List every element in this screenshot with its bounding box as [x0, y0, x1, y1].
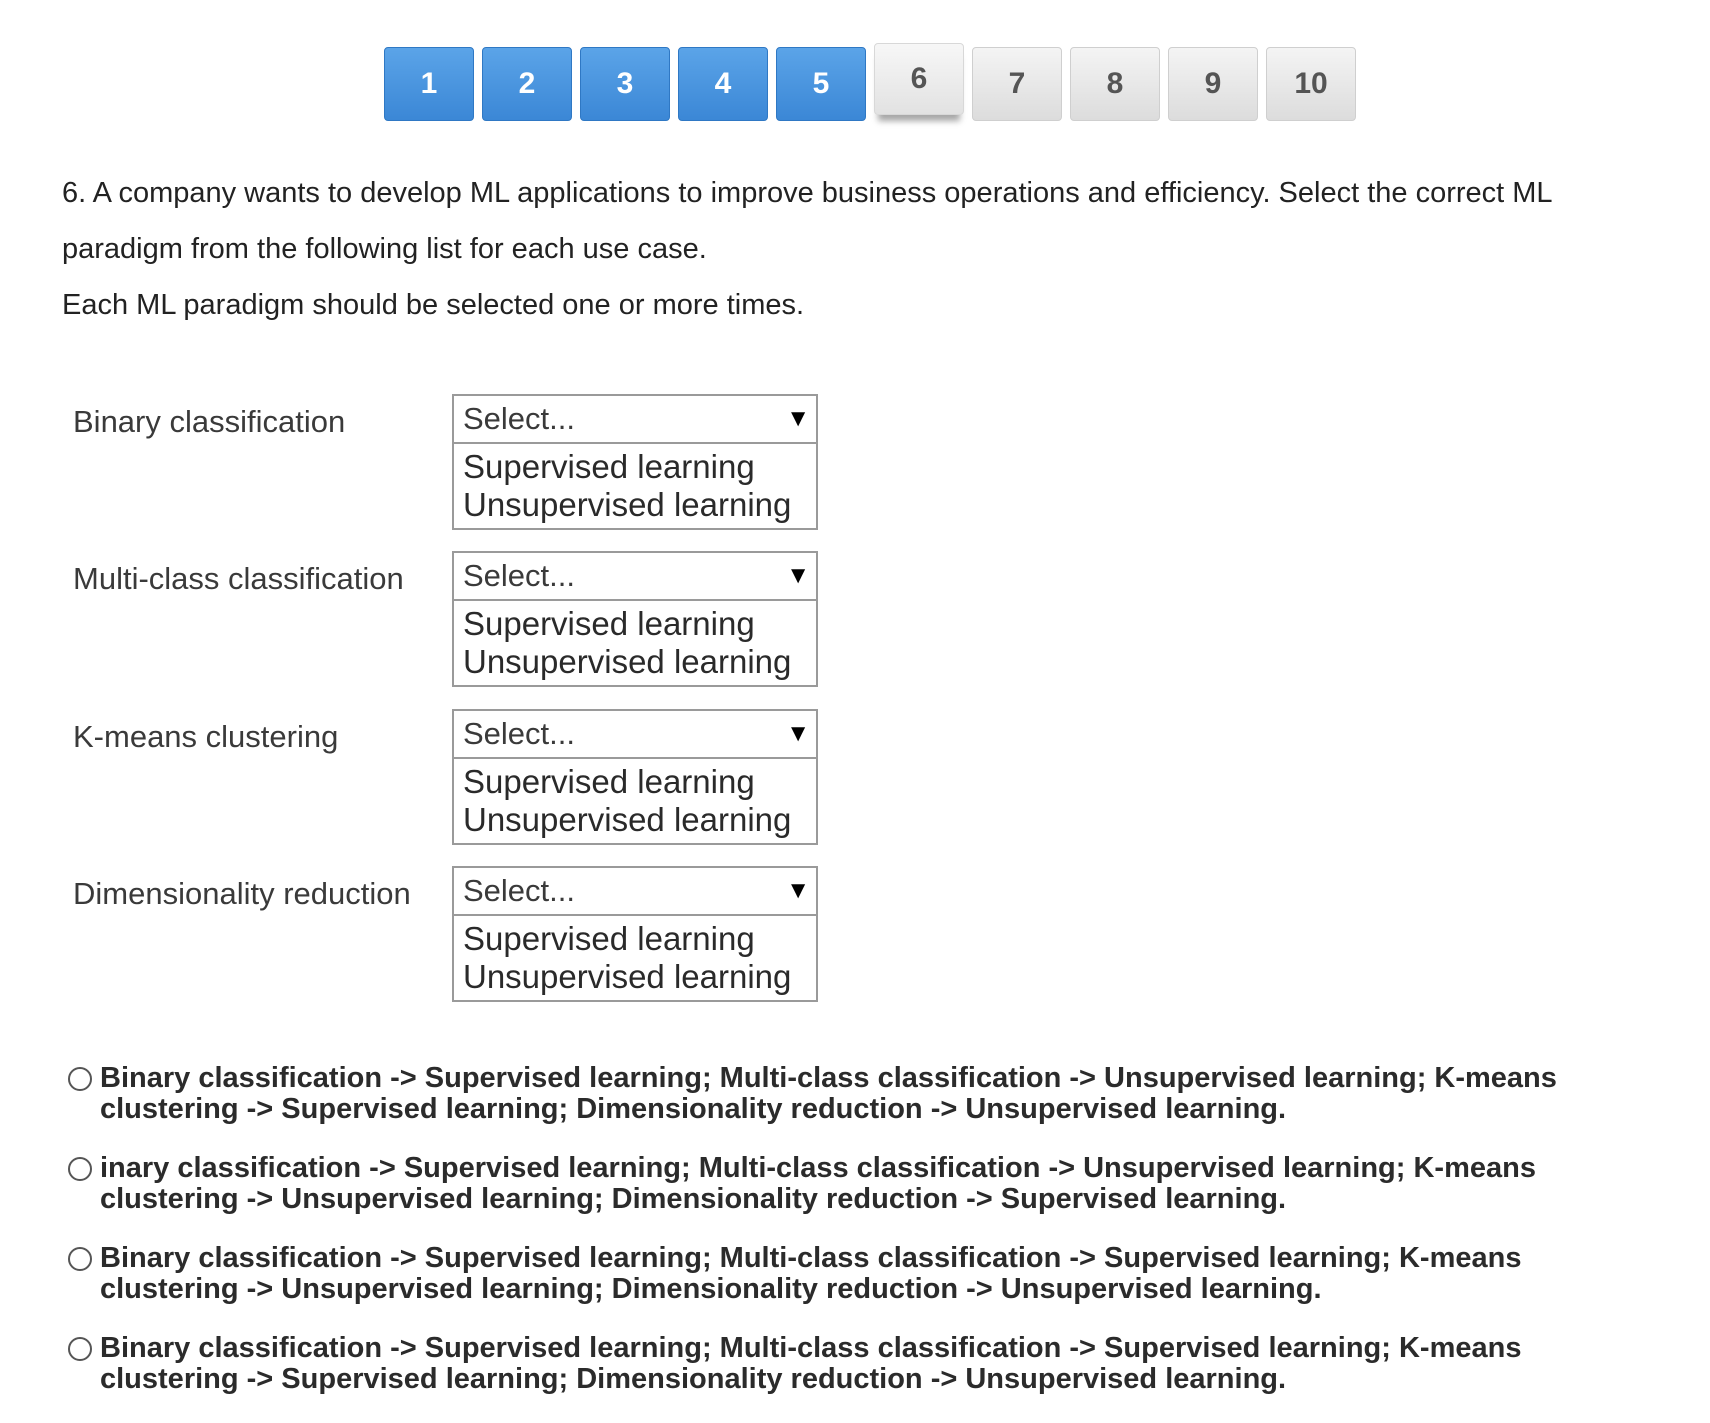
page-button-6-current[interactable]: 6: [874, 43, 964, 115]
answer-choices: [68, 1063, 1668, 1423]
paradigm-dropdown[interactable]: [452, 394, 818, 530]
page-button-3[interactable]: 3: [580, 47, 670, 121]
caret-down-icon: ▼: [786, 877, 810, 904]
use-case-label: K-means clustering: [73, 719, 339, 754]
page-button-10[interactable]: 10: [1266, 47, 1356, 121]
answer-option-b[interactable]: [68, 1153, 1668, 1215]
dropdown-selected[interactable]: [454, 396, 816, 444]
page-button-9[interactable]: 9: [1168, 47, 1258, 121]
radio-unchecked-icon[interactable]: [68, 1247, 92, 1271]
option-unsupervised[interactable]: Unsupervised learning: [463, 958, 792, 995]
option-unsupervised[interactable]: Unsupervised learning: [463, 801, 792, 838]
option-supervised[interactable]: Supervised learning: [463, 920, 755, 957]
dropdown-options: [454, 601, 816, 685]
use-case-row-binary: [62, 394, 822, 534]
dropdown-selected-text: Select...: [463, 716, 575, 751]
option-unsupervised[interactable]: Unsupervised learning: [463, 643, 792, 680]
use-case-row-dimensionality: [62, 866, 822, 1006]
option-unsupervised[interactable]: Unsupervised learning: [463, 486, 792, 523]
answer-option-c[interactable]: [68, 1243, 1668, 1305]
page-button-7[interactable]: 7: [972, 47, 1062, 121]
caret-down-icon: ▼: [786, 720, 810, 747]
paradigm-dropdown[interactable]: [452, 709, 818, 845]
answer-text: Binary classification -> Supervised learning; Multi-class classification -> Unsupervised learning; K-means clustering -> Supervised learning; Dimensionality reduction -> Unsupervised learning.: [100, 1062, 1557, 1125]
answer-option-d[interactable]: [68, 1333, 1668, 1395]
option-supervised[interactable]: Supervised learning: [463, 605, 755, 642]
dropdown-options: [454, 444, 816, 528]
dropdown-options: [454, 916, 816, 1000]
answer-text: Binary classification -> Supervised learning; Multi-class classification -> Supervised learning; K-means clustering -> Supervised learning; Dimensionality reduction -> Unsupervised learning.: [100, 1332, 1522, 1395]
use-case-label: Binary classification: [73, 404, 346, 439]
use-case-row-kmeans: [62, 709, 822, 849]
page-button-2[interactable]: 2: [482, 47, 572, 121]
dropdown-selected-text: Select...: [463, 401, 575, 436]
use-case-label: Dimensionality reduction: [73, 876, 411, 911]
page-button-8[interactable]: 8: [1070, 47, 1160, 121]
option-supervised[interactable]: Supervised learning: [463, 763, 755, 800]
radio-unchecked-icon[interactable]: [68, 1157, 92, 1181]
page-button-1[interactable]: 1: [384, 47, 474, 121]
question-line-3: Each ML paradigm should be selected one or more times.: [62, 289, 805, 321]
answer-text: Binary classification -> Supervised learning; Multi-class classification -> Supervised learning; K-means clustering -> Unsupervised learning; Dimensionality reduction -> Unsupervised learning.: [100, 1242, 1522, 1305]
question-line-2: paradigm from the following list for each use case.: [62, 233, 707, 265]
question-line-1: 6. A company wants to develop ML applications to improve business operations and efficiency. Select the correct ML: [62, 177, 1553, 209]
dropdown-selected-text: Select...: [463, 873, 575, 908]
page-button-5[interactable]: 5: [776, 47, 866, 121]
use-case-label: Multi-class classification: [73, 561, 404, 596]
dropdown-selected[interactable]: [454, 711, 816, 759]
dropdown-selected[interactable]: [454, 868, 816, 916]
question-text: [62, 165, 1662, 333]
caret-down-icon: ▼: [786, 405, 810, 432]
option-supervised[interactable]: Supervised learning: [463, 448, 755, 485]
dropdown-selected-text: Select...: [463, 558, 575, 593]
caret-down-icon: ▼: [786, 562, 810, 589]
use-case-row-multiclass: [62, 551, 822, 691]
answer-option-a[interactable]: [68, 1063, 1668, 1125]
paradigm-dropdown[interactable]: [452, 866, 818, 1002]
dropdown-options: [454, 759, 816, 843]
radio-unchecked-icon[interactable]: [68, 1067, 92, 1091]
dropdown-selected[interactable]: [454, 553, 816, 601]
paradigm-dropdown[interactable]: [452, 551, 818, 687]
radio-unchecked-icon[interactable]: [68, 1337, 92, 1361]
question-pagination: [384, 47, 1356, 121]
page-button-4[interactable]: 4: [678, 47, 768, 121]
answer-text: inary classification -> Supervised learning; Multi-class classification -> Unsupervised learning; K-means clustering -> Unsupervised learning; Dimensionality reduction -> Supervised learning.: [100, 1152, 1536, 1215]
